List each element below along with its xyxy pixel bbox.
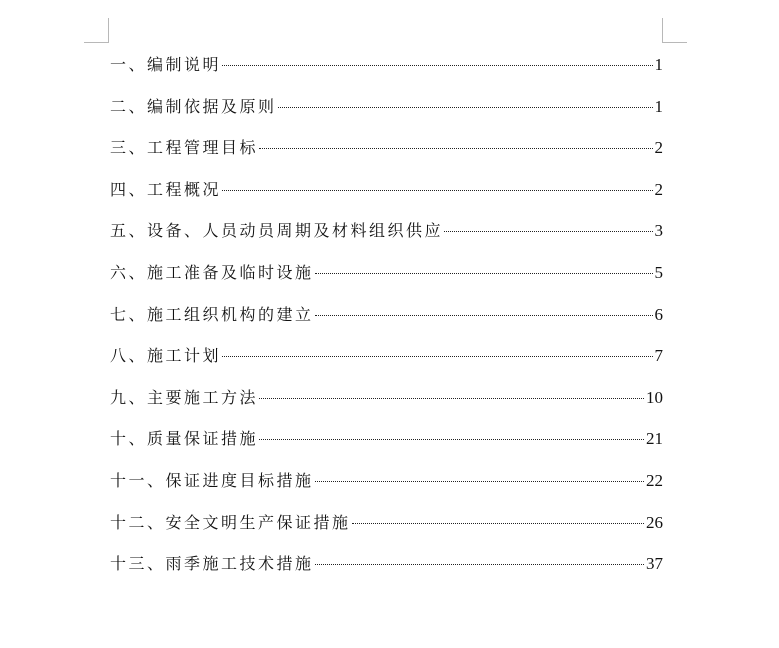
toc-entry-title: 八、施工计划 [110, 346, 222, 366]
toc-entry-title: 三、工程管理目标 [110, 138, 259, 158]
toc-entry-page: 3 [654, 221, 663, 241]
toc-entry-page: 7 [654, 346, 663, 366]
toc-entry[interactable] [110, 426, 663, 468]
toc-leader-dots [259, 439, 644, 440]
toc-entry-title: 五、设备、人员动员周期及材料组织供应 [110, 221, 444, 241]
toc-entry-title: 十二、安全文明生产保证措施 [110, 512, 351, 532]
toc-entry-page: 6 [654, 304, 663, 324]
toc-entry-page: 5 [654, 262, 663, 282]
toc-leader-dots [315, 315, 653, 316]
toc-entry-title: 七、施工组织机构的建立 [110, 304, 314, 324]
toc-leader-dots [259, 148, 652, 149]
toc-entry-page: 26 [646, 512, 663, 532]
toc-entry-page: 2 [654, 179, 663, 199]
toc-entry-page: 10 [646, 387, 663, 407]
toc-leader-dots [315, 481, 644, 482]
toc-entry-title: 十一、保证进度目标措施 [110, 470, 314, 490]
toc-entry[interactable] [110, 510, 663, 552]
toc-entry-page: 2 [654, 138, 663, 158]
toc-entry[interactable] [110, 177, 663, 219]
toc-entry[interactable] [110, 343, 663, 385]
toc-entry[interactable] [110, 302, 663, 344]
toc-leader-dots [222, 356, 652, 357]
toc-leader-dots [352, 523, 644, 524]
toc-entry[interactable] [110, 468, 663, 510]
toc-leader-dots [222, 65, 652, 66]
toc-entry-page: 21 [646, 429, 663, 449]
page-corner-mark-top-left [84, 18, 109, 43]
toc-entry-title: 十、质量保证措施 [110, 429, 259, 449]
toc-entry-page: 37 [646, 554, 663, 574]
toc-entry[interactable] [110, 551, 663, 593]
toc-entry-title: 九、主要施工方法 [110, 387, 259, 407]
toc-entry-page: 1 [654, 55, 663, 74]
toc-entry[interactable] [110, 218, 663, 260]
toc-entry[interactable] [110, 52, 663, 94]
toc-entry-page: 1 [654, 96, 663, 116]
toc-leader-dots [444, 231, 652, 232]
toc-entry[interactable] [110, 94, 663, 136]
toc-entry-title: 十三、雨季施工技术措施 [110, 554, 314, 574]
toc-entry[interactable] [110, 135, 663, 177]
toc-entry[interactable] [110, 260, 663, 302]
toc-entry-title: 一、编制说明 [110, 55, 222, 74]
page-corner-mark-top-right [662, 18, 687, 43]
toc-entry-title: 二、编制依据及原则 [110, 96, 277, 116]
table-of-contents [110, 52, 663, 593]
toc-entry[interactable] [110, 385, 663, 427]
toc-leader-dots [222, 190, 652, 191]
toc-entry-title: 六、施工准备及临时设施 [110, 262, 314, 282]
toc-leader-dots [315, 564, 644, 565]
toc-entry-page: 22 [646, 470, 663, 490]
toc-leader-dots [315, 273, 653, 274]
toc-leader-dots [278, 107, 653, 108]
toc-entry-title: 四、工程概况 [110, 179, 222, 199]
toc-leader-dots [259, 398, 644, 399]
